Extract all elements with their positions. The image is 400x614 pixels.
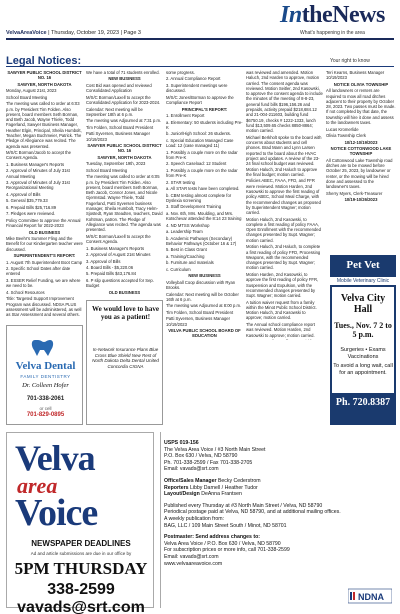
legal-paragraph: SUPERINTENDENT'S REPORT: [13, 253, 76, 259]
pub-email: Email: vavads@srt.com [164, 466, 219, 473]
legal-paragraph: SAWYER PUBLIC SCHOOL DISTRICT NO. 16 [87, 143, 162, 154]
section-rule [6, 66, 394, 67]
legal-paragraph: NEW BUSINESS [188, 273, 221, 279]
velva-dental-ad [6, 325, 83, 425]
pub-publisher: BAG, LLC / 109 Main Street South / Minot, ND 58701 [164, 522, 287, 529]
legal-paragraph: M/S/C Borman/Laxell to accept the Consolidated Application for 2023-2024. [86, 94, 161, 106]
legal-paragraph: The Annual school compliance report was reviewed. Motion Harden, 2nd Kasowski to approve; motion carried. [246, 321, 315, 338]
legal-column-5 [326, 70, 396, 250]
staff-reporters: Reporters Libby Darnell / Heather Tudor [164, 484, 258, 491]
legal-paragraph: School Board Meeting [6, 94, 48, 100]
legal-paragraph: Motion Harden, 2nd Kasowski, to approve the first reading of policy FFR, Suspension and Expulsion, with the recommended changes presented by Supt. Wagner; motion carried. [246, 271, 319, 299]
legal-paragraph: 2. Speech Caseload: 12 Student [166, 161, 227, 167]
legal-paragraph: was reviewed and amended. Motion Haluch, 2nd Harden to approve, motion carried. The consent agenda was reviewed. Motion Seitler, 2nd Kasowski, to approve the consent agenda to include the minutes of the meeting of 8-8-23, general fund bills $196,156.26 and prepaids, activity prepaid $218,684.12 and 21-004-211603, building fund $6750.19, checks # 1222-1333, lunch fund $13,509.65 checks 8850-8864; motion carried. [246, 70, 323, 134]
pub-address: The Velva Area Voice / #3 North Main Street [164, 446, 266, 453]
legal-paragraph: Michael Berkholt spoke to the board with concerns about students and cell phones. Brad Mann and Lynn Larsen reported to the board about the HVAC project and updates. A review of the 23-24 final school budget was reviewed. Motion Haluch, 2nd Haluch to approve the final budget; motion carried. [246, 134, 322, 177]
postmaster-email: Email: vavads@srt.com [164, 553, 219, 560]
legal-paragraph: NOTICE COTTONWOOD LAKE TOWNSHIP [330, 145, 392, 157]
legal-paragraph: 10/19-10/26/2023 [344, 197, 378, 203]
legal-paragraph: Lucas Kromerlide [326, 126, 359, 132]
dental-phone: 701-338-2061 [26, 396, 65, 402]
section-title: Legal Notices: [6, 55, 82, 67]
pet-vet-subtitle: Mobile Veterinary Clinic [330, 277, 396, 285]
legal-paragraph: b. Academic Pathways (Secondary) Behavior Pathways (October 16 & 17) [166, 235, 237, 246]
legal-column-2 [86, 70, 163, 295]
insurance-body: In-Network Insurance Plans Blue Cross Blue Shield New Rest of North Dakota Delta Dental United Concordia CIGNA [92, 347, 159, 369]
legal-paragraph: Mike Beehr's Summer Fling and the Benefit for our Kindergarten teacher were discussed. [6, 236, 83, 252]
legal-paragraph: 6. Prepaid Bills $25,716.89 [6, 204, 57, 210]
legal-paragraph: Policy Committee to approve the Annual Financial Report for 2022-2023 [6, 217, 81, 229]
legal-paragraph: Volleyball Coop discussion with Ryan Brooks. [166, 279, 236, 291]
pet-vet-title: Pet Vet [346, 259, 380, 271]
legal-paragraph: Policies ABEC, FAAA, FFD, and FFR were reviewed. Motion Harden, 2nd Kasowski to approve the first reading of policy ABEC, School Meal Charge, with the recommended changes as proposed by Superintendent Wagner; motion carried. [246, 178, 321, 216]
legal-paragraph: b. Junior/High School: 26 students. [166, 131, 231, 137]
legal-paragraph: The meeting was Adjourned at 7:31 p.m. [86, 118, 162, 124]
legal-paragraph: c. Curriculum [166, 266, 191, 272]
legal-paragraph: 1. Enrollment Report [166, 113, 205, 119]
legal-paragraph: a. All STAR tests have been completed. [166, 186, 240, 192]
pet-vet-location: Velva City Hall [340, 293, 386, 315]
legal-paragraph: 1. Possibly a couple more on the radar from Pre-K [166, 167, 238, 179]
legal-paragraph: Cost Bid was opened and reviewed Consolidated Application [86, 82, 152, 94]
legal-paragraph: a. Nov. 6th, Mrs. Moulding, and Mrs. Kotschevar attended the 8:14 23 training [166, 210, 242, 222]
pet-vet-phone: Ph. 720.8387 [335, 397, 391, 408]
legal-paragraph: All Cottonwood Lake Township road ditches are to be mowed before October 25, 2023, by landowner or renter, or the mowing will be hired done and assessed to the landowner's taxes. [326, 157, 393, 190]
legal-paragraph: The meeting was called to order at 6:05 p.m. by President Tim Folden. Also present, board members Seth Borman, Beth Jacob, Connor Jones, and Nicole Gjermstad. Wayne Thiele, Todd Fagerland, Patti Syversen business manager, Sheila Humbolt, Tracy Helm-Sjostedt, Ryan Steadten, teachers, David Kohtman, patron. The Pledge of Allegiance was recited. The agenda was presented. [86, 174, 163, 233]
legal-paragraph: OLD BUSINESS [28, 229, 61, 235]
pet-vet-note: To avoid a long wait, call for an appointment. [333, 363, 393, 376]
voice-ad-small-text: Ad and article submissions are due in our office by [30, 551, 132, 556]
legal-paragraph [6, 319, 83, 320]
svg-text:NDNA: NDNA [358, 592, 384, 602]
legal-paragraph: 7. Pledges were reviewed. [6, 211, 56, 217]
legal-paragraph: Calendar: Next meeting will be October 16th at 6 p.m. [166, 291, 239, 302]
legal-paragraph: School Board Meeting [86, 167, 128, 173]
legal-paragraph: 2. Approval of August 21st Minutes [86, 252, 151, 258]
legal-paragraph: Calendar: Next meeting will be September 18th at 6 p.m. [86, 106, 143, 117]
staff-layout: Layout/Design DeAnna Frantsen [164, 491, 242, 498]
legal-paragraph: a. Elementary: 50 students including Pre-K [166, 119, 243, 130]
legal-paragraph: M/S/C Borman/Laxell to accept the Consent Agenda. [86, 233, 151, 245]
legal-paragraph [246, 339, 323, 340]
velva-area-voice-ad [6, 432, 154, 614]
website[interactable]: www.velvaareavoice.com [164, 560, 223, 567]
legal-paragraph: 4. School Resources [6, 289, 45, 295]
pub-phone: Ph. 701-338-2599 / Fax 701-338-2705 [164, 459, 253, 466]
legal-paragraph: 3. Approval of Bills [86, 258, 121, 264]
legal-paragraph: Olivia Township Clerk [326, 133, 366, 139]
legal-paragraph: 3. Staff Development Training [166, 204, 222, 210]
legal-paragraph: some progress. [166, 70, 195, 75]
postmaster-label: Postmaster: Send address changes to: [164, 534, 260, 541]
legal-paragraph: Motion Haluch, 2nd Kasowski, to complete a first reading of policy FAAA, Open Enrollment with the recommended changes presented by Supt. Wagner; motion carried. [246, 216, 321, 243]
legal-paragraph: 1. Business Manager's Reports [86, 245, 145, 251]
legal-paragraph: 5. Prepaid Bills $43,176.84 [86, 271, 137, 277]
legal-paragraph: 3. ESSER Relief Funding, we are where we need to be. [6, 277, 81, 289]
legal-paragraph: 2. Annual Compliance Report [166, 76, 221, 82]
postmaster-address: Velva Area Voice / P.O. Box 630 / Velva, ND 58790 [164, 540, 281, 547]
section-subtitle: Your right to know [330, 58, 370, 64]
voice-ad-time: 5PM THURSDAY [14, 559, 148, 578]
legal-paragraph: 1. August 7th Superintendent Boot Camp [6, 259, 83, 265]
legal-paragraph: 10/12-10/19/2023 [344, 139, 378, 145]
legal-paragraph: Title: Targeted Support Improvement Program was discussed. NDSA PLUS assessment will be administered, as well as Star Assessment and several others. [6, 296, 82, 318]
issue-line: VelvaAreaVoice | Thursday, October 19, 2023 | Page 3 [6, 30, 141, 36]
ndna-logo [348, 587, 392, 605]
legal-paragraph: 5. Best in Class Grant [166, 247, 207, 253]
legal-paragraph: 2. Specific School Dates after date entered [6, 266, 71, 277]
legal-paragraph: A tuition waiver request from a family within the Minot Public School District. Motion Haluch, 2nd Kasowski to approve; motion carried. [246, 299, 317, 321]
legal-paragraph: OLD BUSINESS [108, 289, 141, 295]
legal-paragraph: 3. Superintendent meetings were discussed. [166, 82, 228, 94]
legal-paragraph: Patti Syversen, Business Manager 10/19/2023 [166, 316, 231, 327]
pub-postage: Periodical postage paid at Velva, ND 58790, and at additional mailing offices. [164, 509, 341, 516]
legal-paragraph: Sherry Myers, Clerk-Treasurer [326, 190, 383, 196]
subscription-info: For subscription prices or more info, call 701-338-2599 [164, 547, 290, 554]
legal-column-1 [6, 70, 83, 320]
legal-paragraph: M/S/C Jones/Borman to approve the Compliance Report [166, 94, 234, 106]
voice-ad-deadlines: NEWSPAPER DEADLINES [31, 539, 131, 548]
legal-paragraph: Monday, August 21st, 2023 [6, 88, 57, 94]
tooth-icon [29, 336, 59, 358]
column-divider [160, 432, 161, 608]
legal-paragraph: Tim Folden, School Board President [86, 124, 154, 130]
legal-column-4 [246, 70, 323, 340]
voice-ad-area: area [17, 473, 58, 498]
legal-paragraph: 1. Business Manager's Reports [6, 161, 65, 167]
legal-paragraph: 1. Possibly a couple more on the radar from Pre-K [166, 149, 238, 160]
staff-office: Office/Sales Manager Becky Cederstrom [164, 477, 261, 484]
pet-vet-ad [330, 255, 396, 425]
legal-paragraph: PRINCIPAL'S REPORT: [181, 106, 228, 112]
voice-ad-velva: Velva [15, 438, 95, 478]
legal-paragraph: We have a total of 71 students enrolled. [86, 70, 160, 75]
insurance-title: We would love to have you as a patient! [92, 305, 159, 321]
pet-vet-services: Surgeries • Exams Vaccinations [340, 347, 386, 360]
page-header [0, 0, 400, 50]
legal-paragraph: Teri Kearns, Business Manager 10/19/2023 [326, 70, 385, 81]
legal-paragraph: 6. P slip questions accepted for Sep. Budget [86, 277, 154, 289]
legal-paragraph: All landowners or renters are required to mow all road ditches adjacent to their property by October 28, 2023. Two passes must be made. If not completed by that date, the township will hire it done and assess to the landowners taxes. [326, 88, 396, 126]
legal-paragraph: SAWYER, NORTH DAKOTA [17, 81, 72, 87]
legal-paragraph: 4. Board Bills - $5,220.06 [86, 264, 134, 270]
legal-paragraph: The meeting was Adjourned at 8:00 p.m. [166, 303, 242, 309]
legal-paragraph: 2. STAR testing [166, 179, 196, 185]
legal-paragraph: Tuesday, September 19th, 2023 [86, 161, 146, 167]
legal-paragraph: 4. ND MTSS Workshop [166, 222, 210, 228]
header-rule [6, 38, 394, 40]
legal-paragraph: b. Furniture and materials [166, 260, 214, 266]
legal-paragraph: SAWYER, NORTH DAKOTA [97, 154, 152, 160]
tagline: What's happening in the area [300, 30, 365, 36]
dental-cell: 701-829-0895 [26, 412, 65, 418]
pet-vet-date: Tues., Nov. 7 2 to 5 p.m. [334, 321, 392, 339]
legal-paragraph: NEW BUSINESS [108, 76, 141, 82]
legal-paragraph: 2. Approval of Minutes of July 31st Annual Meeting [6, 168, 70, 179]
pet-vet-details [332, 287, 394, 393]
legal-paragraph: SAWYER PUBLIC SCHOOL DISTRICT NO. 16 [7, 70, 82, 81]
legal-paragraph: 4. Approval of Bills [6, 191, 41, 197]
legal-paragraph: The meeting was called to order at 6:03 p.m. by President Tim Folden. Also present, board members Seth Borman, and Beth Jacob, Wayne Thiele, Todd Fagerland, Sawyer Business Manager, Heather Elgin, Principal, Sheila Humbolt, Teacher, Megan Buchmeier, Patrick. The Pledge of Allegiance was recited. The agenda was presented. [6, 101, 82, 149]
legal-paragraph: 3. Approval of Minutes of July 31st Reorganizational Meeting [6, 180, 70, 191]
legal-paragraph: Patti Syversen, Business Manager 10/19/2023 [86, 131, 151, 142]
legal-paragraph: a. Leadership Team [166, 229, 203, 235]
voice-ad-phone: 338-2599 vavads@srt.com [17, 581, 145, 614]
pub-pobox: P.O. Box 630 / Velva, ND 58790 [164, 453, 238, 460]
dental-doctor: Dr. Colleen Hofer [22, 382, 69, 389]
dental-subtitle: FAMILY DENTISTRY [20, 374, 71, 379]
masthead: IntheNews [280, 2, 385, 28]
legal-column-3 [166, 70, 243, 340]
legal-paragraph: Tim Folden, School Board President [166, 309, 234, 315]
legal-paragraph: c. Special Education Managed Case Load: 12 (case managed 11) [166, 137, 234, 149]
pub-schedule: Published every Thursday at #3 North Main Street / Velva, ND 58790 [164, 502, 323, 509]
pub-publisher-label: A weekly publication from: [164, 515, 224, 522]
legal-paragraph: VELVA PUBLIC SCHOOL BOARD OF EDUCATION [168, 328, 241, 339]
legal-paragraph: Motion Haluch, 2nd Haluch, to complete a first reading of policy FFD, Processing Weapons, with the recommended changes presented by Supt. Wagner; motion carried. [246, 244, 321, 271]
legal-paragraph: 5. General $35,779.33 [6, 198, 48, 204]
legal-paragraph: NOTICE OLIVIA TOWNSHIP [333, 81, 389, 87]
legal-paragraph: a. Training/Coaching [166, 253, 205, 259]
publication-info [164, 440, 396, 608]
usps-number: USPS 019-156 [164, 440, 199, 446]
legal-paragraph: b. CBM testing almost complete for Dyslexia screening [166, 192, 232, 203]
legal-paragraph: M/S/C Borman/Jacob to accept the Consent Agenda. [6, 150, 71, 161]
insurance-ad [86, 300, 163, 425]
dental-cell-label: or cell [39, 406, 52, 411]
dental-name: Velva Dental [15, 360, 76, 372]
voice-ad-voice: Voice [15, 492, 98, 534]
